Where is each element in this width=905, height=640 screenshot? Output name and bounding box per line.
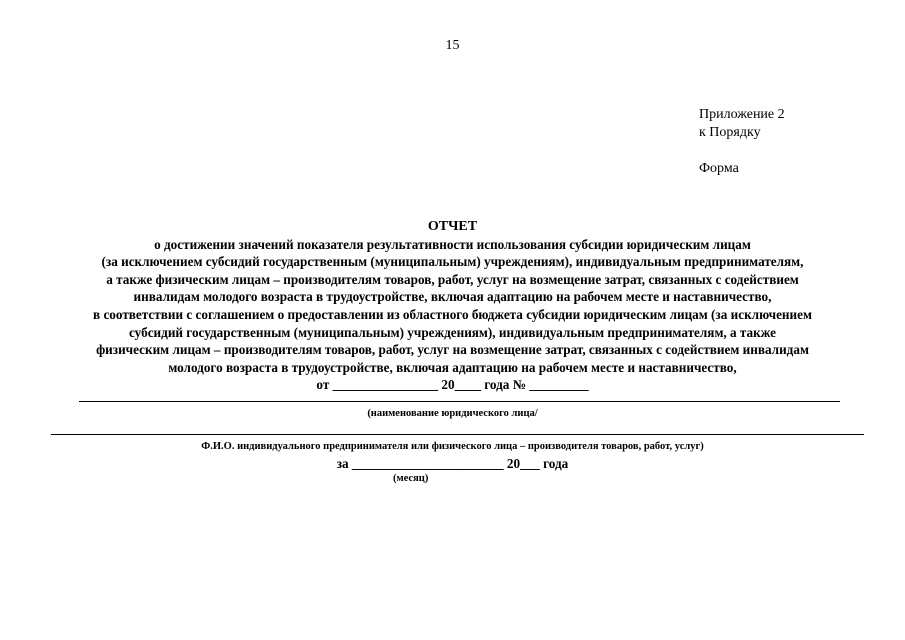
legal-entity-name-field — [79, 401, 840, 402]
report-subtitle-line: молодого возраста в трудоустройстве, включая адаптацию на рабочем месте и наставничество, — [168, 359, 737, 375]
reporting-period-line: за _______________________ 20___ года — [336, 456, 569, 471]
legal-entity-caption: (наименование юридического лица/ — [367, 408, 538, 419]
report-heading — [40, 218, 865, 376]
report-subtitle-line: инвалидам молодого возраста в трудоустройстве, включая адаптацию на рабочем месте и наставничество, — [133, 289, 772, 305]
report-subtitle-line: а также физическим лицам – производителям товаров, работ, услуг на возмещение затрат, связанных с содействием — [106, 271, 799, 287]
report-subtitle-line: субсидий государственным (муниципальным) учреждениям), индивидуальным предпринимателям, а также — [129, 324, 776, 340]
report-subtitle-line: физическим лицам – производителям товаров, работ, услуг на возмещение затрат, связанных с содействием инвалидам — [96, 342, 809, 358]
entrepreneur-name-field — [51, 434, 864, 435]
report-title: ОТЧЕТ — [427, 219, 478, 234]
appendix-reference: к Порядку — [699, 125, 761, 140]
report-subtitle-line: в соответствии с соглашением о предоставлении из областного бюджета субсидии юридическим лицам (за исключением — [93, 306, 812, 322]
month-caption: (месяц) — [393, 473, 429, 484]
report-subtitle-line: (за исключением субсидий государственным (муниципальным) учреждениям), индивидуальным предпринимателям, — [101, 254, 804, 270]
report-subtitle-line: о достижении значений показателя результативности использования субсидии юридическим лицам — [154, 236, 751, 252]
entrepreneur-caption: Ф.И.О. индивидуального предпринимателя или физического лица – производителя товаров, работ, услуг) — [201, 441, 704, 452]
appendix-block — [699, 106, 785, 178]
page-number: 15 — [445, 38, 460, 53]
appendix-number: Приложение 2 — [699, 107, 785, 122]
report-date-number-line: от ________________ 20____ года № _________ — [316, 377, 589, 392]
form-label: Форма — [699, 161, 739, 176]
